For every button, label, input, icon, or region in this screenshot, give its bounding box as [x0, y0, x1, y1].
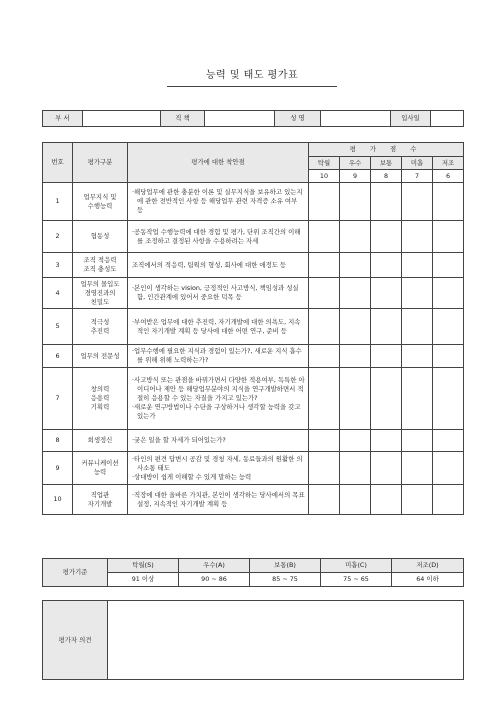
category-line: 협동성 [90, 232, 110, 240]
criteria-line: ·사고방식 또는 관점을 바꿔가면서 다양한 적용여부, 독특한 아이디어나 제안 등 해당업무분야의 지식을 연구개발하면서 적절히 응용할 수 있는 자질을 가지고 있는가? [132, 376, 305, 402]
grade-header: 미흡 [402, 157, 433, 170]
row-number: 9 [43, 452, 73, 485]
row-number: 3 [43, 253, 73, 278]
score-cell[interactable] [309, 345, 340, 368]
category-line: 기획력 [90, 403, 110, 411]
score-cell[interactable] [433, 345, 464, 368]
score-cell[interactable] [340, 368, 371, 430]
table-row [43, 221, 464, 253]
row-number: 8 [43, 430, 73, 452]
row-category [73, 309, 128, 345]
score-cell[interactable] [371, 368, 402, 430]
criteria-line: ·본인이 생각하는 vision, 긍정적인 사고방식, 책임성과 성실함, 인간관계에 있어서 중요한 덕목 등 [132, 284, 299, 301]
score-cell[interactable] [371, 309, 402, 345]
date-field[interactable] [431, 111, 464, 127]
row-criteria [128, 430, 309, 452]
standard-grade: 우수(A) [179, 559, 250, 573]
row-criteria [128, 253, 309, 278]
row-category [73, 368, 128, 430]
category-line: 커뮤니케이션 [81, 459, 119, 467]
category-line: 희생정신 [87, 436, 113, 444]
date-label: 입사일 [391, 111, 431, 127]
opinion-field[interactable] [108, 601, 464, 680]
col-header-category: 평가구분 [73, 143, 128, 183]
position-field[interactable] [205, 111, 275, 127]
score-cell[interactable] [340, 253, 371, 278]
info-table [42, 110, 464, 127]
row-criteria [128, 345, 309, 368]
opinion-table [42, 600, 464, 680]
standard-range: 90 ~ 86 [179, 573, 250, 587]
score-cell[interactable] [433, 253, 464, 278]
grade-header: 저조 [433, 157, 464, 170]
score-cell[interactable] [402, 221, 433, 253]
score-cell[interactable] [433, 278, 464, 309]
table-row [43, 253, 464, 278]
row-number: 5 [43, 309, 73, 345]
category-line: 업무의 몰입도 [80, 279, 120, 288]
score-cell[interactable] [309, 253, 340, 278]
score-cell[interactable] [371, 345, 402, 368]
score-cell[interactable] [309, 183, 340, 221]
score-cell[interactable] [340, 485, 371, 515]
standard-grade: 미흡(C) [321, 559, 392, 573]
criteria-line: ·공동작업 수행능력에 대한 경험 및 평가, 단위 조직간의 이해를 조정하고 결정된 사항을 수용하려는 자세 [132, 227, 301, 245]
score-cell[interactable] [433, 221, 464, 253]
row-number: 2 [43, 221, 73, 253]
score-cell[interactable] [340, 221, 371, 253]
dept-field[interactable] [83, 111, 161, 127]
table-row [43, 345, 464, 368]
score-cell[interactable] [371, 485, 402, 515]
score-cell[interactable] [340, 345, 371, 368]
category-line: 자기개발 [87, 499, 113, 508]
criteria-line: ·해당업무에 관한 충분한 이론 및 실무지식을 보유하고 있는지에 관한 전반적인 사항 등 해당업무 관련 자격증 소유 여부 등 [132, 188, 303, 214]
score-cell[interactable] [433, 452, 464, 485]
grade-header: 우수 [340, 157, 371, 170]
row-criteria [128, 452, 309, 485]
points-header: 8 [371, 170, 402, 183]
score-cell[interactable] [433, 309, 464, 345]
standard-range: 91 이상 [108, 573, 179, 587]
score-cell[interactable] [309, 221, 340, 253]
points-header: 9 [340, 170, 371, 183]
criteria-line: 조직에서의 적응력, 팀웍의 형성, 회사에 대한 애정도 등 [132, 260, 287, 269]
standard-label: 평가기준 [43, 559, 108, 587]
score-cell[interactable] [340, 278, 371, 309]
table-row [43, 309, 464, 345]
criteria-line: ·궂은 일을 할 자세가 되어있는가? [132, 436, 226, 444]
category-line: 추진력 [90, 326, 110, 335]
score-cell[interactable] [309, 452, 340, 485]
score-cell[interactable] [402, 278, 433, 309]
points-header: 10 [309, 170, 340, 183]
score-cell[interactable] [371, 430, 402, 452]
score-cell[interactable] [371, 278, 402, 309]
table-row [43, 452, 464, 485]
score-cell[interactable] [309, 278, 340, 309]
points-header: 6 [433, 170, 464, 183]
row-category [73, 345, 128, 368]
row-criteria [128, 368, 309, 430]
score-cell[interactable] [309, 485, 340, 515]
criteria-line: ·타인의 편견 답변시 공감 및 경청 자세, 동료들과의 원활한 의사소통 태도 [132, 454, 303, 472]
criteria-line: ·새로운 연구방법이나 수단을 구상하거나 생각할 능력을 갖고 있는가 [132, 403, 301, 420]
score-cell[interactable] [309, 368, 340, 430]
category-line: 수행능력 [87, 201, 113, 210]
category-line: 응용력 [90, 394, 110, 402]
row-number: 1 [43, 183, 73, 221]
score-cell[interactable] [402, 430, 433, 452]
table-row [43, 430, 464, 452]
page-title: 능력 및 태도 평가표 [205, 70, 299, 81]
score-cell[interactable] [371, 253, 402, 278]
score-cell[interactable] [402, 368, 433, 430]
score-cell[interactable] [433, 368, 464, 430]
criteria-line: ·업무수행에 필요한 지식과 경험이 있는가?, 새로운 지식 흡수를 위해 위해 노력하는가? [132, 347, 302, 364]
row-criteria [128, 309, 309, 345]
score-cell[interactable] [340, 430, 371, 452]
row-criteria [128, 183, 309, 221]
score-cell[interactable] [371, 452, 402, 485]
row-criteria [128, 485, 309, 515]
score-cell[interactable] [402, 452, 433, 485]
score-cell[interactable] [340, 452, 371, 485]
category-line: 조직 적응력 [83, 256, 117, 264]
category-line: 능력 [93, 468, 107, 476]
category-line: 창의력 [90, 385, 110, 393]
score-cell[interactable] [402, 345, 433, 368]
grade-header: 보통 [371, 157, 402, 170]
score-cell[interactable] [433, 430, 464, 452]
standard-range: 85 ~ 75 [250, 573, 321, 587]
col-header-score: 평 가 점 수 [309, 143, 464, 157]
col-header-criteria: 평가에 대한 착안점 [128, 143, 309, 183]
category-line: 친밀도 [90, 297, 110, 306]
table-row [43, 485, 464, 515]
name-field[interactable] [321, 111, 391, 127]
position-label: 직 책 [161, 111, 205, 127]
standard-grade: 탁월(S) [108, 559, 179, 573]
criteria-line: ·상대방이 쉽게 이해할 수 있게 말하는 능력 [132, 472, 252, 481]
row-number: 10 [43, 485, 73, 515]
row-number: 6 [43, 345, 73, 368]
criteria-line: ·직장에 대한 올바른 가치관, 본인이 생각하는 당사에서의 목표설정, 지속적인 자기개발 계획 등 [132, 490, 305, 508]
standard-range: 75 ~ 65 [321, 573, 392, 587]
category-line: 경영진과의 [84, 288, 116, 297]
score-cell[interactable] [340, 183, 371, 221]
dept-label: 부 서 [43, 111, 83, 127]
row-category [73, 452, 128, 485]
row-criteria [128, 278, 309, 309]
category-line: 조직 충성도 [83, 265, 117, 273]
category-line: 업무지식 및 [83, 192, 117, 201]
score-cell[interactable] [402, 309, 433, 345]
col-header-no: 번호 [43, 143, 73, 183]
category-line: 적극성 [90, 317, 110, 326]
score-cell[interactable] [340, 309, 371, 345]
grade-header: 탁월 [309, 157, 340, 170]
score-cell[interactable] [402, 183, 433, 221]
score-cell[interactable] [371, 183, 402, 221]
standard-grade: 보통(B) [250, 559, 321, 573]
opinion-label: 평가자 의견 [43, 601, 108, 680]
row-category [73, 221, 128, 253]
standard-range: 64 이하 [392, 573, 464, 587]
name-label: 성 명 [275, 111, 321, 127]
table-row [43, 368, 464, 430]
row-category [73, 278, 128, 309]
row-category [73, 253, 128, 278]
standard-table [42, 558, 464, 587]
evaluation-table [42, 142, 464, 515]
table-row [43, 183, 464, 221]
score-cell[interactable] [433, 183, 464, 221]
table-row [43, 278, 464, 309]
score-cell[interactable] [402, 485, 433, 515]
row-number: 4 [43, 278, 73, 309]
category-line: 업무의 전문성 [80, 351, 120, 360]
row-criteria [128, 221, 309, 253]
score-cell[interactable] [309, 430, 340, 452]
title-underline [167, 86, 337, 87]
category-line: 직업관 [90, 490, 110, 499]
points-header: 7 [402, 170, 433, 183]
standard-grade: 저조(D) [392, 559, 464, 573]
score-cell[interactable] [371, 221, 402, 253]
row-number: 7 [43, 368, 73, 430]
score-cell[interactable] [433, 485, 464, 515]
row-category [73, 183, 128, 221]
score-cell[interactable] [402, 253, 433, 278]
score-cell[interactable] [309, 309, 340, 345]
row-category [73, 485, 128, 515]
row-category [73, 430, 128, 452]
criteria-line: ·부여받은 업무에 대한 추진력, 자기개발에 대한 의욕도, 지속적인 자기개발 계획 등 당사에 대한 어떤 연구, 준비 등 [132, 317, 301, 335]
